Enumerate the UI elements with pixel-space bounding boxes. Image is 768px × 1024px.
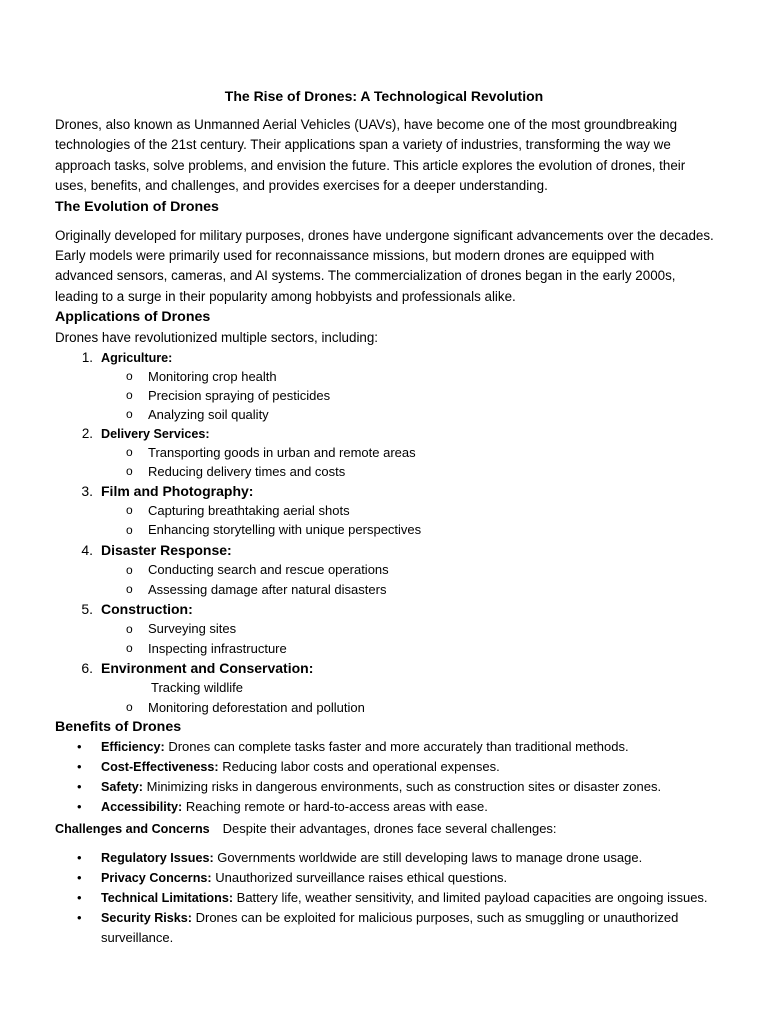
application-label: Delivery Services: [101,427,210,442]
application-label: Environment and Conservation: [101,660,314,677]
challenges-heading: Challenges and Concerns [55,822,210,837]
sub-list-item: o Assessing damage after natural disasters [126,582,387,598]
circle-bullet-icon: o [126,503,133,518]
benefits-heading: Benefits of Drones [55,719,182,736]
list-item: • Regulatory Issues: Governments worldwide are still developing laws to manage drone usage. [77,850,643,866]
sub-list-item: o Precision spraying of pesticides [126,388,331,404]
circle-bullet-icon: o [126,407,133,422]
intro-paragraph: Drones, also known as Unmanned Aerial Vehicles (UAVs), have become one of the most groundbreaking technologies of the 21st century. Their applications span a variety of industries, transforming the way we approach tasks, solve problems, and envision the future. This article explores the evolution of drones, their uses, benefits, and challenges, and provides exercises for a deeper understanding. [55,117,686,194]
circle-bullet-icon: o [126,582,133,597]
sub-list-item: o Monitoring deforestation and pollution [126,700,365,716]
challenges-intro: Despite their advantages, drones face several challenges: [222,821,557,837]
circle-bullet-icon: o [126,700,133,715]
list-number: 2. [81,426,93,442]
sub-list-item: o Inspecting infrastructure [126,641,287,657]
applications-intro: Drones have revolutionized multiple sectors, including: [55,330,379,346]
list-item: • Accessibility: Reaching remote or hard-to-access areas with ease. [77,799,488,815]
application-heading [55,599,715,619]
application-heading [55,424,715,443]
sub-list-item: o Reducing delivery times and costs [126,464,346,480]
list-number: 1. [81,350,93,366]
list-item: • Cost-Effectiveness: Reducing labor costs and operational expenses. [77,759,500,775]
list-item: • Privacy Concerns: Unauthorized surveillance raises ethical questions. [77,870,508,886]
list-item [55,348,715,424]
circle-bullet-icon: o [126,388,133,403]
list-number: 4. [81,542,93,559]
application-heading [55,540,715,560]
applications-list [55,348,715,717]
list-item: • Efficiency: Drones can complete tasks faster and more accurately than traditional methods. [77,739,629,755]
bullet-icon: • [77,890,82,906]
application-label: Agriculture: [101,351,173,366]
circle-bullet-icon: o [126,563,133,578]
list-item [55,424,715,481]
list-item [55,658,715,717]
circle-bullet-icon: o [126,622,133,637]
application-label: Film and Photography: [101,483,254,500]
bullet-icon: • [77,739,82,755]
list-number: 3. [81,483,93,500]
bullet-icon: • [77,870,82,886]
list-item: • Technical Limitations: Battery life, weather sensitivity, and limited payload capacities are ongoing issues. [77,890,708,906]
challenges-heading-line [55,819,715,839]
sub-list-item: Tracking wildlife [151,680,243,696]
list-item [55,481,715,540]
circle-bullet-icon: o [126,523,133,538]
circle-bullet-icon: o [126,464,133,479]
benefits-list [55,737,715,817]
bullet-icon: • [77,910,82,926]
application-heading [55,348,715,367]
document-title: The Rise of Drones: A Technological Revolution [224,88,544,104]
sub-list-item: o Surveying sites [55,619,715,639]
bullet-icon: • [77,779,82,795]
document-page [55,86,715,947]
challenges-list [55,848,715,947]
circle-bullet-icon: o [126,445,133,460]
sub-list-item: o Transporting goods in urban and remote areas [126,445,416,461]
application-heading [55,658,715,678]
evolution-heading: The Evolution of Drones [55,198,219,215]
circle-bullet-icon: o [126,641,133,656]
list-item: • Safety: Minimizing risks in dangerous environments, such as construction sites or disaster zones. [77,779,662,795]
sub-list-item: o Capturing breathtaking aerial shots [126,503,350,519]
sub-list-item: o Conducting search and rescue operations [55,560,715,580]
list-number: 5. [81,601,93,618]
application-label: Construction: [101,601,193,618]
list-item [55,540,715,599]
sub-list-item: o Monitoring crop health [126,369,277,385]
application-label: Disaster Response: [101,542,232,559]
application-heading [55,481,715,501]
list-item [55,599,715,658]
circle-bullet-icon: o [126,369,133,384]
bullet-icon: • [77,759,82,775]
evolution-paragraph: Originally developed for military purposes, drones have undergone significant advancements over the decades. Early models were primarily used for reconnaissance missions, but modern drones are equipped with advanced sensors, cameras, and AI systems. The commercialization of drones began in the early 2000s, leading to a surge in their popularity among hobbyists and professionals alike. [55,227,714,304]
list-number: 6. [81,660,93,677]
bullet-icon: • [77,850,82,866]
bullet-icon: • [77,799,82,815]
list-item: • Security Risks: Drones can be exploited for malicious purposes, such as smuggling or unauthorized surveillance. [77,910,679,946]
sub-list-item: o Enhancing storytelling with unique perspectives [55,520,715,540]
applications-heading: Applications of Drones [55,309,211,326]
sub-list-item: o Analyzing soil quality [126,407,269,423]
